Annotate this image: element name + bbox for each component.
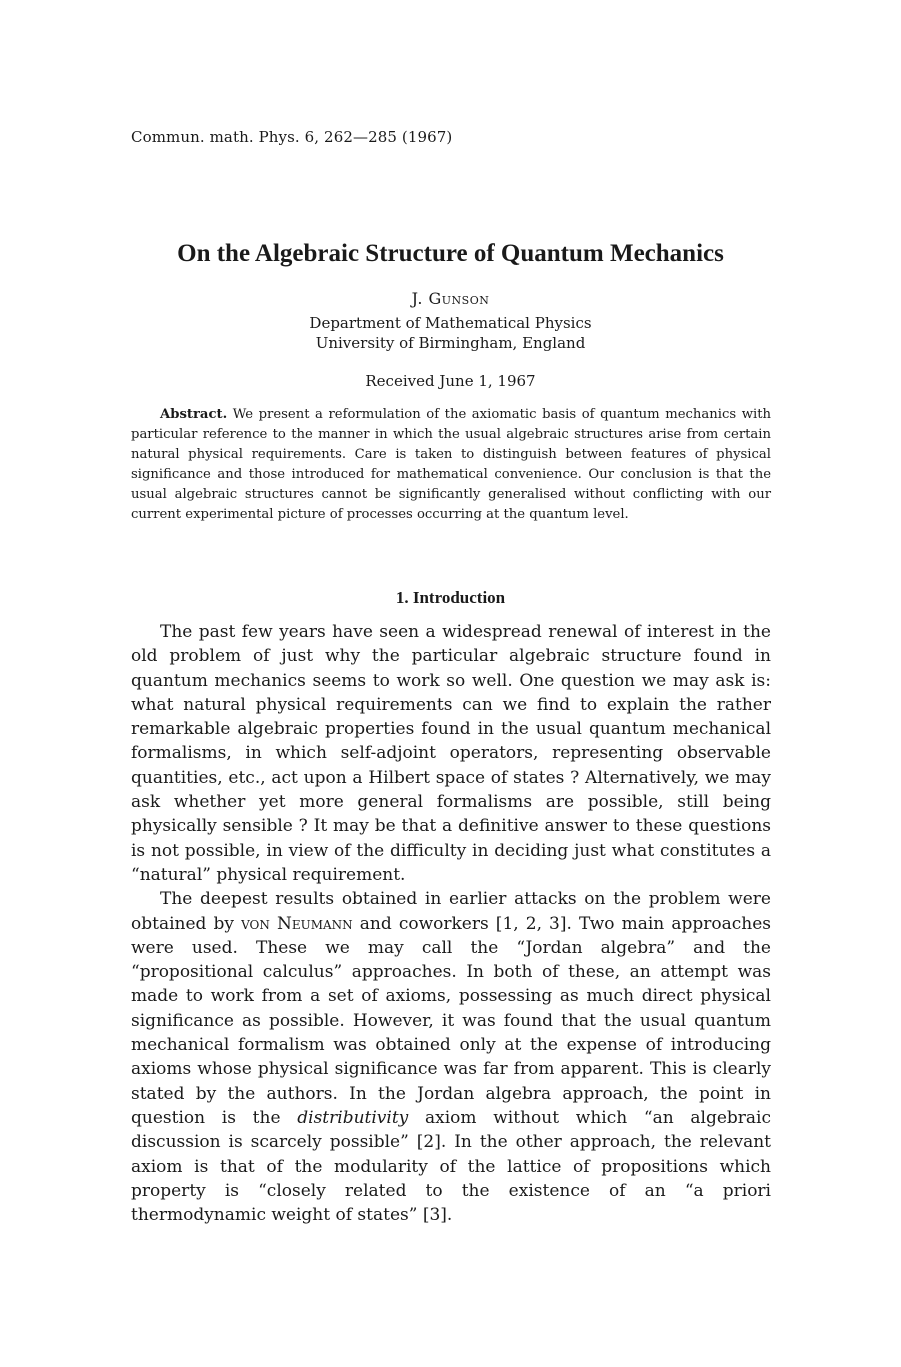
paragraph-text: The deepest results obtained in earlier attacks on the problem were obtained by [131, 889, 771, 934]
paragraph: The past few years have seen a widespread renewal of interest in the old problem of just why the particular algebraic structure found in quantum mechanics seems to work so well. One question we may ask is: what natural physical requirements can we find to explain the rather remarkable algebraic properties found in the usual quantum mechanical formalisms, in which self-adjoint operators, representing observable quantities, etc., act upon a Hilbert space of states ? Alternatively, we may ask whether yet more general formalisms are possible, still being physically sensible ? It may be that a definitive answer to these questions is not possible, in view of the difficulty in deciding just what constitutes a “natural” physical requirement. [131, 622, 771, 885]
affiliation-department: Department of Mathematical Physics [309, 314, 592, 332]
section-heading: 1. Introduction [395, 588, 506, 607]
cited-author: von Neumann [241, 913, 353, 934]
section-body [131, 620, 771, 1227]
journal-citation: Commun. math. Phys. 6, 262—285 (1967) [131, 128, 453, 146]
abstract-label: Abstract. [160, 407, 228, 422]
paper-title: On the Algebraic Structure of Quantum Mechanics [177, 240, 724, 267]
paragraph [131, 887, 771, 1227]
abstract-text: We present a reformulation of the axiomatic basis of quantum mechanics with particular reference to the manner in which the usual algebraic structures arise from certain natural physical requirements. Care is taken to distinguish between features of physical significance and those introduced for mathematical convenience. Our conclusion is that the usual algebraic structures cannot be significantly generalised without conflicting with our current experimental picture of processes occurring at the quantum level. [131, 407, 771, 522]
affiliation-university: University of Birmingham, England [315, 334, 586, 352]
author-name: J. Gunson [411, 289, 490, 308]
emphasized-term: distributivity [297, 1107, 409, 1128]
paragraph-text: and coworkers [1, 2, 3]. Two main approaches were used. These we may call the “Jordan algebra” and the “propositional calculus” approaches. In both of these, an attempt was made to work from a set of axioms, possessing as much direct physical significance as possible. However, it was found that the usual quantum mechanical formalism was obtained only at the expense of introducing axioms whose physical significance was far from apparent. This is clearly stated by the authors. In the Jordan algebra approach, the point in question is the [131, 913, 771, 1128]
paragraph-text: axiom without which “an algebraic discussion is scarcely possible” [2]. In the other approach, the relevant axiom is that of the modularity of the lattice of propositions which property is “closely related to the existence of an “a priori thermodynamic weight of states” [3]. [131, 1107, 772, 1226]
received-date: Received June 1, 1967 [365, 372, 536, 390]
abstract [131, 405, 771, 524]
